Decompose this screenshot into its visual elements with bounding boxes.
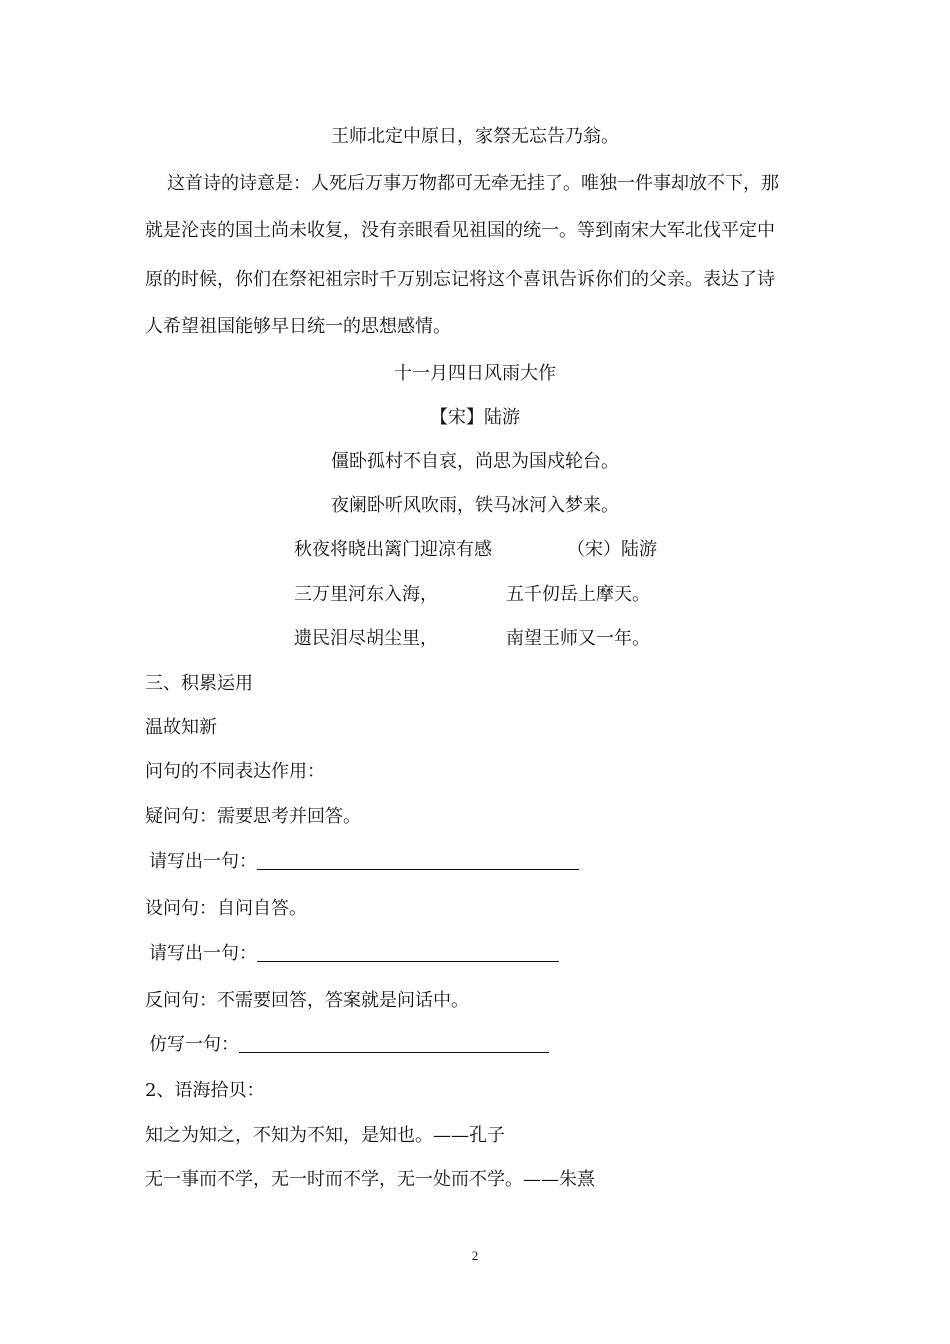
poem3-title: 秋夜将晓出篱门迎凉有感 [294, 539, 492, 560]
answer-blank-1[interactable] [257, 851, 579, 870]
quote-zhuxi: 无一事而不学，无一时而不学，无一处而不学。——朱熹 [145, 1169, 595, 1190]
rhetorical-qa-desc: 设问句：自问自答。 [145, 898, 307, 919]
interrogative-desc: 疑问句：需要思考并回答。 [145, 806, 361, 827]
poem1-last-line: 王师北定中原日，家祭无忘告乃翁。 [331, 126, 619, 147]
explanation-line-4: 人希望祖国能够早日统一的思想感情。 [145, 316, 451, 337]
poem2-line-2: 夜阑卧听风吹雨，铁马冰河入梦来。 [331, 495, 619, 516]
poem3-line-2b: 南望王师又一年。 [506, 628, 650, 649]
poem2-line-1: 僵卧孤村不自哀，尚思为国戍轮台。 [331, 451, 619, 472]
page-number: 2 [471, 1248, 479, 1263]
question-types-intro: 问句的不同表达作用： [145, 761, 325, 782]
section-heading: 三、积累运用 [145, 673, 253, 694]
subheading-quotes: 2、语海拾贝： [145, 1080, 265, 1101]
prompt-label: 请写出一句： [149, 851, 257, 872]
poem3-author: （宋）陆游 [567, 539, 657, 560]
poem2-author: 【宋】陆游 [430, 407, 520, 428]
subheading-review: 温故知新 [145, 717, 217, 738]
poem3-line-1a: 三万里河东入海， [294, 584, 438, 605]
rhetorical-qa-prompt [149, 942, 559, 966]
poem2-title: 十一月四日风雨大作 [394, 363, 556, 384]
poem3-line-1b: 五千仞岳上摩天。 [506, 584, 650, 605]
explanation-line-1: 这首诗的诗意是：人死后万事万物都可无牵无挂了。唯独一件事却放不下，那 [167, 173, 779, 194]
poem3-line-2a: 遗民泪尽胡尘里， [294, 628, 438, 649]
explanation-line-2: 就是沦丧的国土尚未收复，没有亲眼看见祖国的统一。等到南宋大军北伐平定中 [145, 220, 775, 241]
prompt-label: 请写出一句： [149, 943, 257, 964]
answer-blank-2[interactable] [257, 943, 559, 962]
prompt-label: 仿写一句： [149, 1034, 239, 1055]
quote-confucius: 知之为知之，不知为不知，是知也。——孔子 [145, 1125, 505, 1146]
rhetorical-question-desc: 反问句：不需要回答，答案就是问话中。 [145, 990, 469, 1011]
explanation-line-3: 原的时候，你们在祭祀祖宗时千万别忘记将这个喜讯告诉你们的父亲。表达了诗 [145, 269, 775, 290]
interrogative-prompt [149, 850, 579, 874]
rhetorical-question-prompt [149, 1033, 549, 1057]
answer-blank-3[interactable] [239, 1034, 549, 1053]
